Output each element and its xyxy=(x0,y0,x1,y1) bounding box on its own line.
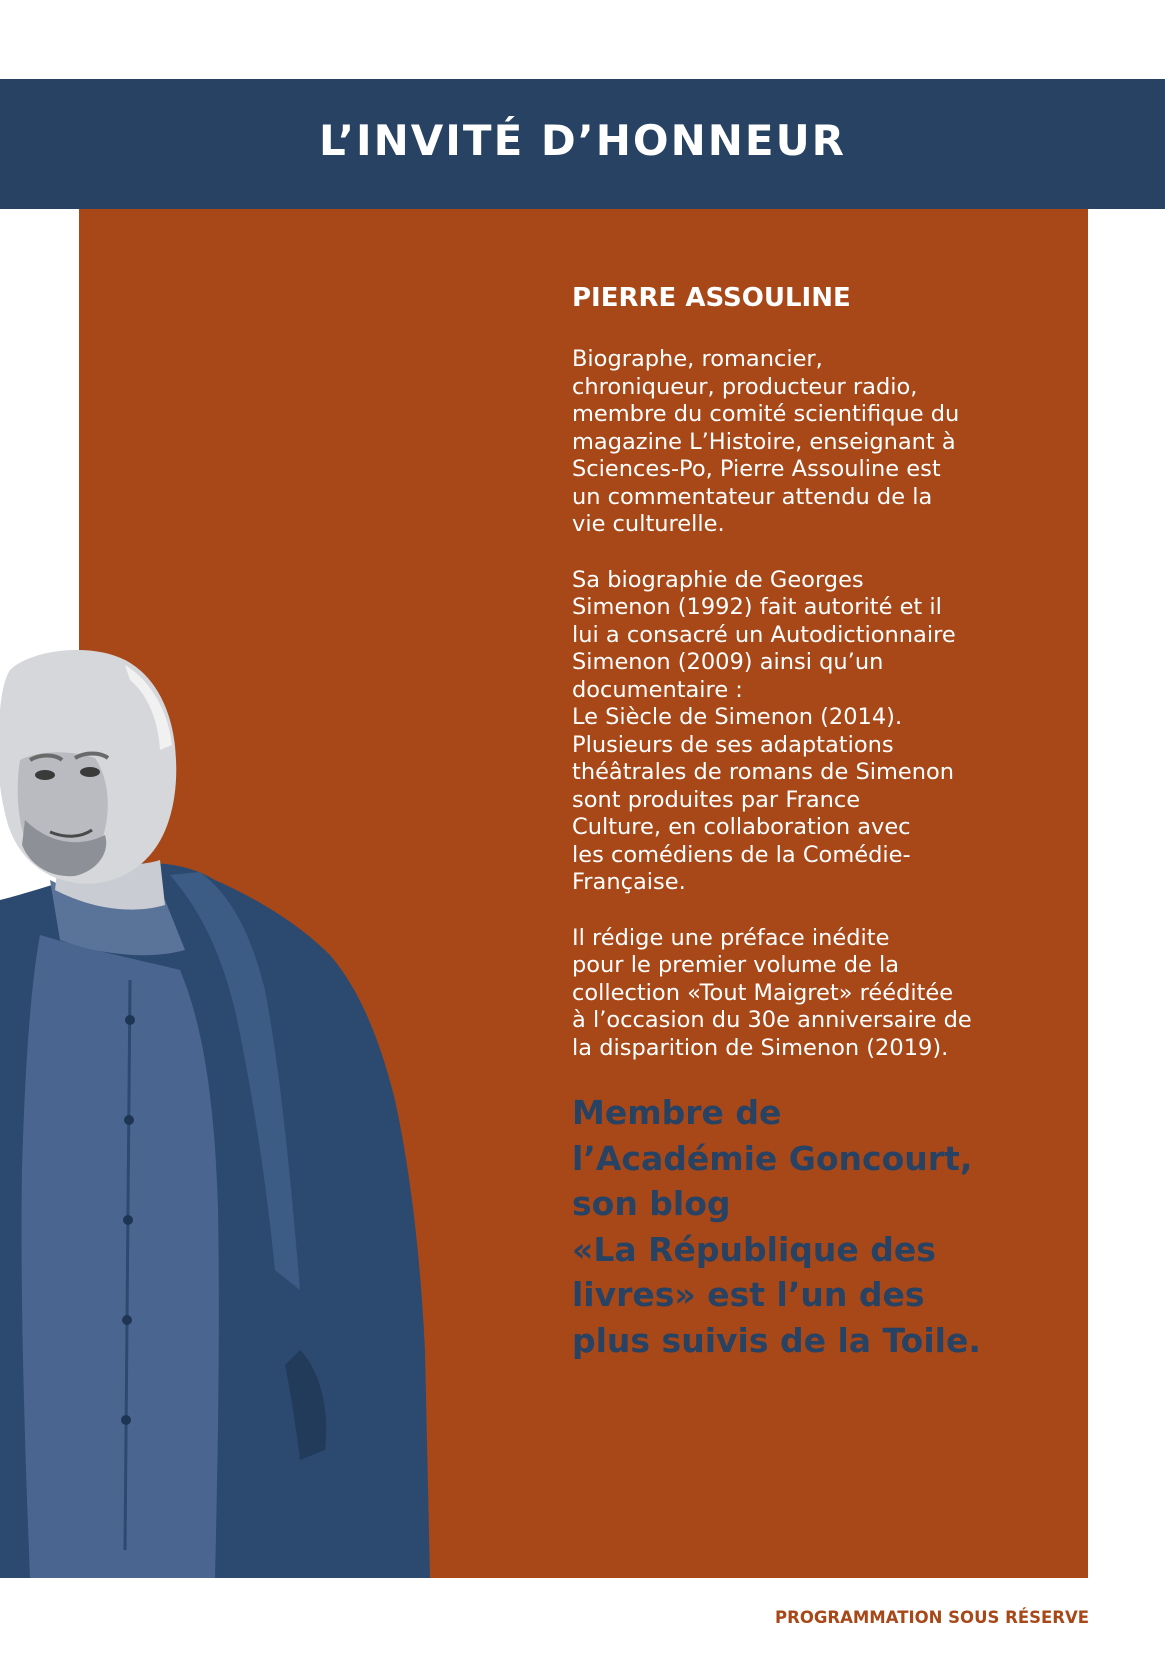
bio-column xyxy=(572,278,1042,1363)
bio-paragraph-1: Biographe, romancier, chroniqueur, producteur radio, membre du comité scientifique du magazine L’Histoire, enseignant à Sciences-Po, Pierre Assouline est un commentateur attendu de la vie culturelle. xyxy=(572,346,960,537)
bio-paragraph-2: Sa biographie de Georges Simenon (1992) fait autorité et il lui a consacré un Autodictionnaire Simenon (2009) ainsi qu’un documentaire : Le Siècle de Simenon (2014). Plusieurs de ses adaptations théâtrales de romans de Simenon sont produites par France Culture, en collaboration avec les comédiens de la Comédie- Française. xyxy=(572,566,956,895)
footer-note: PROGRAMMATION SOUS RÉSERVE xyxy=(775,1608,1089,1627)
bio-paragraph-3: Il rédige une préface inédite pour le premier volume de la collection «Tout Maigret» rééditée à l’occasion du 30e anniversaire de la disparition de Simenon (2019). xyxy=(572,924,972,1061)
portrait-photo-icon xyxy=(0,650,430,1578)
page-title: L’INVITÉ D’HONNEUR xyxy=(318,116,847,165)
highlight-quote: Membre de l’Académie Goncourt, son blog «La République des livres» est l’un des plus suivis de la Toile. xyxy=(572,1093,981,1360)
guest-name: PIERRE ASSOULINE xyxy=(572,283,851,313)
